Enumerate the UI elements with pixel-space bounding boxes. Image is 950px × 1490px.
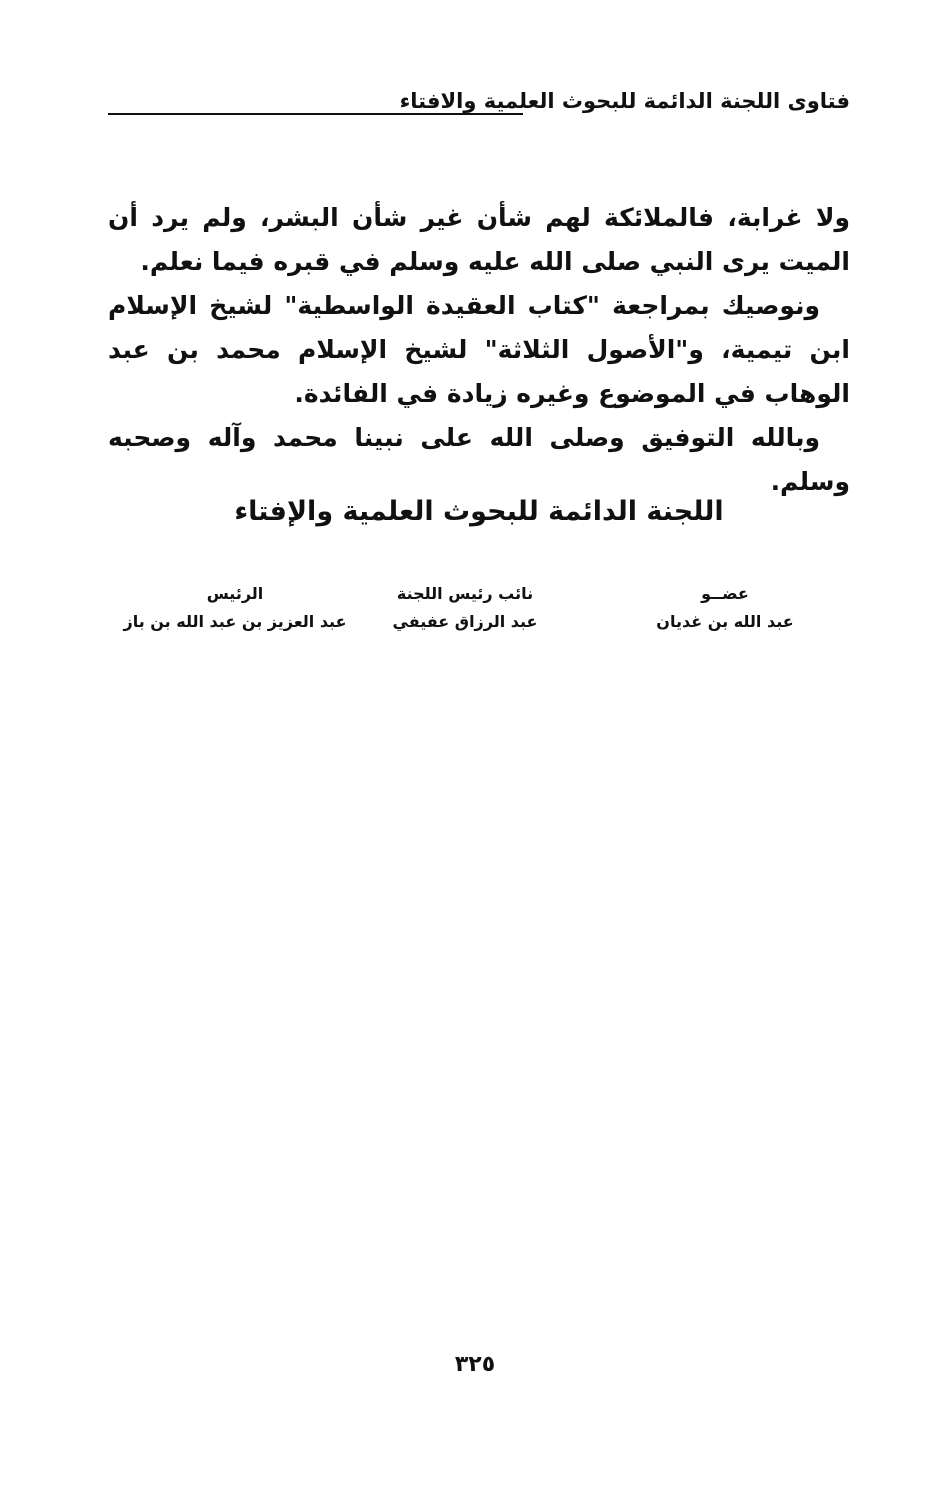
running-header: [108, 86, 850, 126]
signatory-member: [640, 580, 810, 636]
paragraph-3: وبالله التوفيق وصلى الله على نبينا محمد وآله وصحبه وسلم.: [108, 423, 850, 496]
page-number: ٣٢٥: [454, 1352, 496, 1377]
member-name: عبد الله بن غديان: [656, 612, 794, 631]
chair-role: الرئيس: [206, 584, 264, 603]
paragraph-1: ولا غرابة، فالملائكة لهم شأن غير شأن البشر، ولم يرد أن الميت يرى النبي صلى الله عليه وسلم في قبره فيما نعلم.: [108, 203, 850, 276]
signatory-chair: [120, 580, 350, 636]
signatory-deputy: [380, 580, 550, 636]
member-role: عضــو: [701, 584, 749, 603]
paragraph-2: ونوصيك بمراجعة "كتاب العقيدة الواسطية" لشيخ الإسلام ابن تيمية، و"الأصول الثلاثة" لشيخ الإسلام محمد بن عبد الوهاب في الموضوع وغيره زيادة في الفائدة.: [108, 291, 850, 408]
signatories: [108, 580, 850, 650]
fatwa-body: [108, 196, 850, 504]
deputy-role: نائب رئيس اللجنة: [396, 584, 534, 603]
deputy-name: عبد الرزاق عفيفي: [392, 612, 538, 631]
running-header-title: فتاوى اللجنة الدائمة للبحوث العلمية والافتاء: [399, 89, 850, 113]
committee-title: اللجنة الدائمة للبحوث العلمية والإفتاء: [234, 496, 724, 527]
chair-name: عبد العزيز بن عبد الله بن باز: [123, 612, 347, 631]
header-rule: [108, 113, 523, 115]
